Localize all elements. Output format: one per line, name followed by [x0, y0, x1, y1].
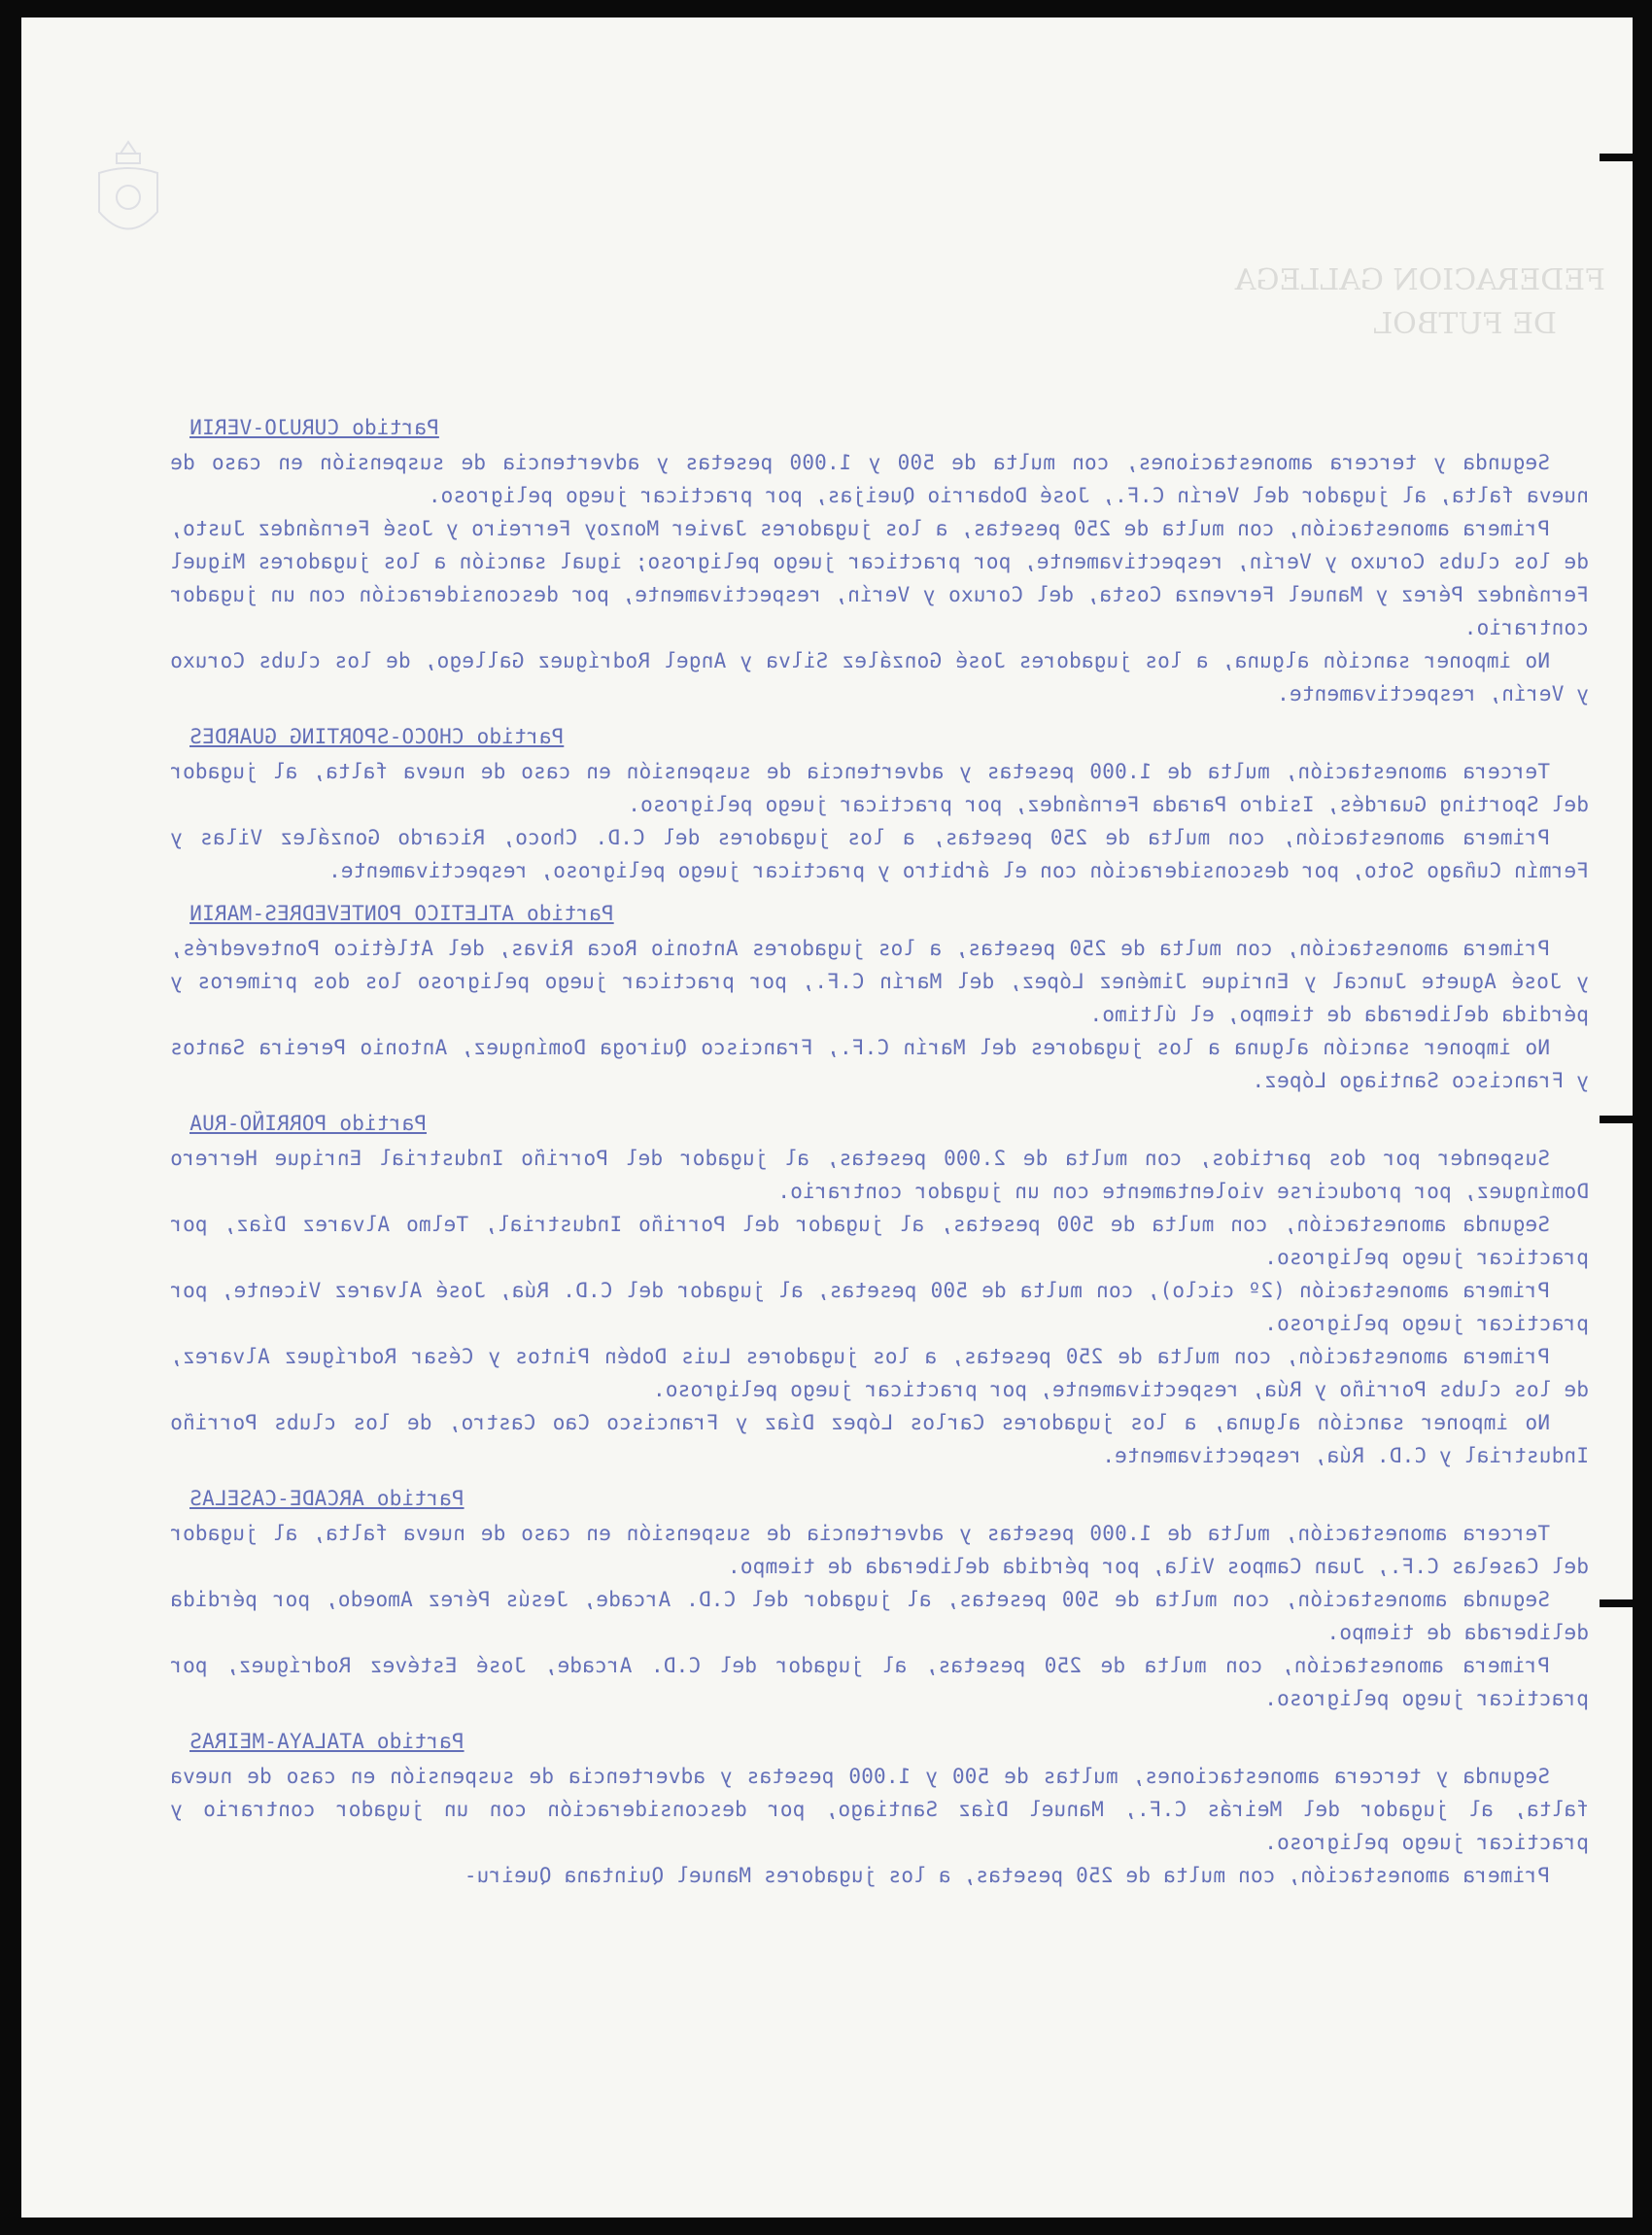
sanction-paragraph: Segunda y tercera amonestaciones, multas de 500 y 1.000 pesetas y advertencia de suspensión en caso de nueva falta, al jugador del Meirás C.F., Manuel Díaz Santiago, por desconsideración con un jugador contrario y practicar juego peligroso.: [170, 1765, 1589, 1854]
sanction-paragraph: Segunda amonestación, con multa de 500 pesetas, al jugador del Porriño Industrial, Telmo Alvarez Díaz, por practicar juego peligroso.: [170, 1213, 1589, 1269]
match-heading: Partido ARCADE-CASELAS: [189, 1487, 465, 1510]
mirrored-page: [21, 17, 1633, 2218]
match-heading: Partido CURUJO-VERIN: [189, 416, 439, 439]
sanction-section: [170, 1482, 1589, 1715]
sanction-paragraph: Primera amonestación, con multa de 250 pesetas, a los jugadores Javier Monzoy Ferreiro y José Fernández Justo, de los clubs Coruxo y Verín, respectivamente, por practicar juego peligroso; igual sanción a los jugadores Miguel Fernández Pérez y Manuel Fervenza Costa, del Coruxo y Verín, respectivamente, por desconsideración con un jugador contrario.: [170, 517, 1589, 639]
match-heading: Partido PORRIÑO-RUA: [189, 1112, 428, 1135]
document-sheet: [21, 17, 1633, 2218]
sanction-section: [170, 1725, 1589, 1892]
sanction-section: [170, 720, 1589, 887]
sanction-paragraph: Tercera amonestación, multa de 1.000 pesetas y advertencia de suspensión en caso de nueva falta, al jugador del Sporting Guardés, Isidro Parada Fernández, por practicar juego peligroso.: [170, 760, 1589, 816]
sanction-paragraph: Tercera amonestación, multa de 1.000 pesetas y advertencia de suspensión en caso de nueva falta, al jugador del Caselas C.F., Juan Campos Vila, por pérdida deliberada de tiempo.: [170, 1522, 1589, 1578]
sanction-paragraph: Primera amonestación, con multa de 250 pesetas, a los jugadores Luis Dobén Pintos y César Rodríguez Alvarez, de los clubs Porriño y Rúa, respectivamente, por practicar juego peligroso.: [170, 1345, 1589, 1401]
sanction-paragraph: No imponer sanción alguna, a los jugadores Carlos López Díaz y Francisco Cao Castro, de los clubs Porriño Industrial y C.D. Rúa, respectivamente.: [170, 1411, 1589, 1467]
letterhead-line2: DE FUTBOL: [1373, 307, 1557, 341]
sanction-section: [170, 1107, 1589, 1472]
sanction-section: [170, 411, 1589, 710]
sanction-paragraph: No imponer sanción alguna, a los jugadores José González Silva y Angel Rodríguez Gallego, de los clubs Coruxo y Verín, respectivamente.: [170, 649, 1589, 705]
sanction-paragraph: No imponer sanción alguna a los jugadores del Marín C.F., Francisco Quiroga Domínguez, Antonio Pereira Santos y Francisco Santiago López.: [170, 1036, 1589, 1092]
match-heading: Partido ATALAYA-MEIRAS: [189, 1730, 465, 1753]
sanction-paragraph: Segunda y tercera amonestaciones, con multa de 500 y 1.000 pesetas y advertencia de suspensión en caso de nueva falta, al jugador del Verín C.F., José Dobarrio Queijas, por practicar juego peligroso.: [170, 451, 1589, 507]
sanction-paragraph: Primera amonestación, con multa de 250 pesetas, al jugador del C.D. Arcade, José Estévez Rodríguez, por practicar juego peligroso.: [170, 1654, 1589, 1710]
match-heading: Partido ATLETICO PONTEVEDRES-MARIN: [189, 902, 614, 925]
sanction-paragraph: Primera amonestación (2º ciclo), con multa de 500 pesetas, al jugador del C.D. Rúa, José Alvarez Vicente, por practicar juego peligroso.: [170, 1279, 1589, 1335]
document-body: [170, 411, 1589, 1902]
match-heading: Partido CHOCO-SPORTING GUARDES: [189, 725, 565, 748]
sanction-paragraph: Segunda amonestación, con multa de 500 pesetas, al jugador del C.D. Arcade, Jesús Pérez Amoedo, por pérdida deliberada de tiempo.: [170, 1588, 1589, 1644]
sanction-section: [170, 897, 1589, 1097]
sanction-paragraph: Primera amonestación, con multa de 250 pesetas, a los jugadores Antonio Roca Rivas, del Atlético Pontevedrés, y José Aguete Juncal y Enrique Jiménez López, del Marín C.F., por practicar juego peligroso los dos primeros y pérdida deliberada de tiempo, el último.: [170, 937, 1589, 1026]
sanction-paragraph: Primera amonestación, con multa de 250 pesetas, a los jugadores Manuel Quintana Queiru-: [464, 1864, 1550, 1887]
sanction-paragraph: Suspender por dos partidos, con multa de 2.000 pesetas, al jugador del Porriño Industrial Enrique Herrero Domínguez, por producirse violentamente con un jugador contrario.: [170, 1147, 1589, 1203]
letterhead-line1: FEDERACION GALLEGA: [1234, 263, 1605, 297]
sanction-paragraph: Primera amonestación, con multa de 250 pesetas, a los jugadores del C.D. Choco, Ricardo González Vilas y Fermín Cuñago Soto, por desconsideración con el árbitro y practicar juego peligroso, respectivamente.: [170, 826, 1589, 882]
